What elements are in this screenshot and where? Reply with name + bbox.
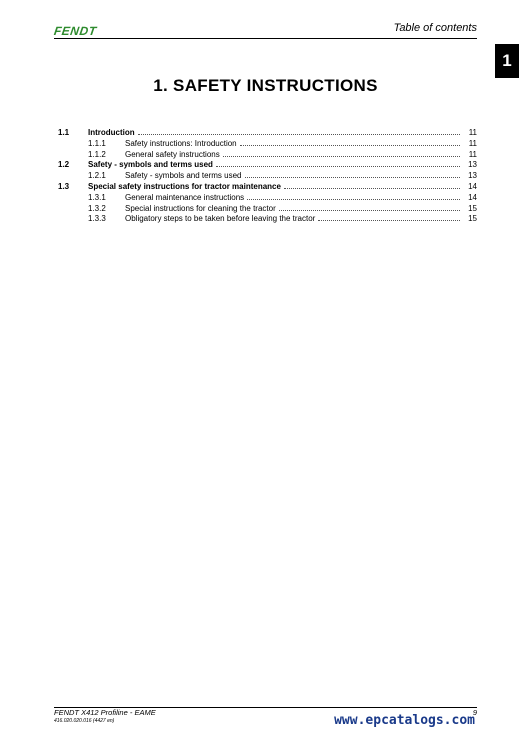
toc-entry-title: Special safety instructions for tractor maintenance — [88, 181, 281, 191]
toc-entry[interactable] — [58, 192, 477, 203]
chapter-tab: 1 — [495, 44, 519, 78]
toc-leader-dots — [279, 203, 460, 211]
toc-leader-dots — [216, 159, 460, 167]
toc-entry-page: 13 — [468, 160, 477, 170]
watermark: www.epcatalogs.com — [334, 713, 475, 728]
toc-leader-dots — [245, 170, 461, 178]
toc-entry-number: 1.1 — [58, 128, 70, 137]
toc-entry-page: 14 — [468, 181, 477, 191]
toc-entry[interactable] — [58, 159, 477, 170]
toc-entry-number: 1.3.1 — [88, 192, 106, 202]
toc-entry-title: Introduction — [88, 128, 135, 137]
toc-entry[interactable] — [58, 213, 477, 224]
header-section-title: Table of contents — [393, 22, 477, 34]
chapter-title: 1. SAFETY INSTRUCTIONS — [153, 76, 378, 95]
fendt-logo: FENDT — [53, 24, 98, 38]
toc-leader-dots — [318, 213, 460, 221]
footer-doc-code: 416.020.020.016 (4427 en) — [54, 718, 115, 724]
toc-entry-number: 1.2.1 — [88, 171, 106, 181]
toc-entry-title: General maintenance instructions — [125, 192, 245, 202]
header-divider — [54, 38, 477, 39]
toc-entry-number: 1.3 — [58, 181, 70, 191]
toc-entry[interactable] — [58, 127, 477, 138]
table-of-contents — [58, 127, 477, 224]
toc-entry-title: Special instructions for cleaning the tractor — [125, 203, 276, 213]
toc-entry-title: Obligatory steps to be taken before leaving the tractor — [125, 214, 316, 224]
toc-entry-number: 1.3.3 — [88, 214, 106, 224]
toc-leader-dots — [240, 138, 460, 146]
toc-leader-dots — [138, 127, 460, 135]
toc-entry-number: 1.1.2 — [88, 149, 106, 159]
toc-leader-dots — [284, 181, 460, 189]
toc-entry-page: 15 — [468, 203, 477, 213]
toc-entry[interactable] — [58, 149, 477, 160]
toc-entry[interactable] — [58, 170, 477, 181]
toc-entry-page: 15 — [468, 214, 477, 224]
toc-entry-title: Safety - symbols and terms used — [88, 160, 213, 170]
toc-entry-number: 1.1.1 — [88, 138, 106, 148]
toc-entry-title: Safety instructions: Introduction — [125, 138, 237, 148]
toc-entry-page: 11 — [468, 149, 477, 159]
toc-entry-page: 11 — [468, 128, 477, 137]
toc-leader-dots — [247, 192, 460, 200]
toc-entry-page: 13 — [468, 171, 477, 181]
toc-entry-title: Safety - symbols and terms used — [125, 171, 242, 181]
footer-model: FENDT X412 Profiline - EAME — [54, 708, 156, 717]
toc-entry[interactable] — [58, 138, 477, 149]
footer-page-number: 9 — [472, 708, 477, 717]
toc-entry[interactable] — [58, 181, 477, 192]
toc-leader-dots — [223, 149, 460, 157]
toc-entry-page: 11 — [468, 138, 477, 148]
toc-entry-title: General safety instructions — [125, 149, 220, 159]
toc-entry-page: 14 — [468, 192, 477, 202]
toc-entry-number: 1.2 — [58, 160, 70, 170]
toc-entry[interactable] — [58, 203, 477, 214]
toc-entry-number: 1.3.2 — [88, 203, 106, 213]
